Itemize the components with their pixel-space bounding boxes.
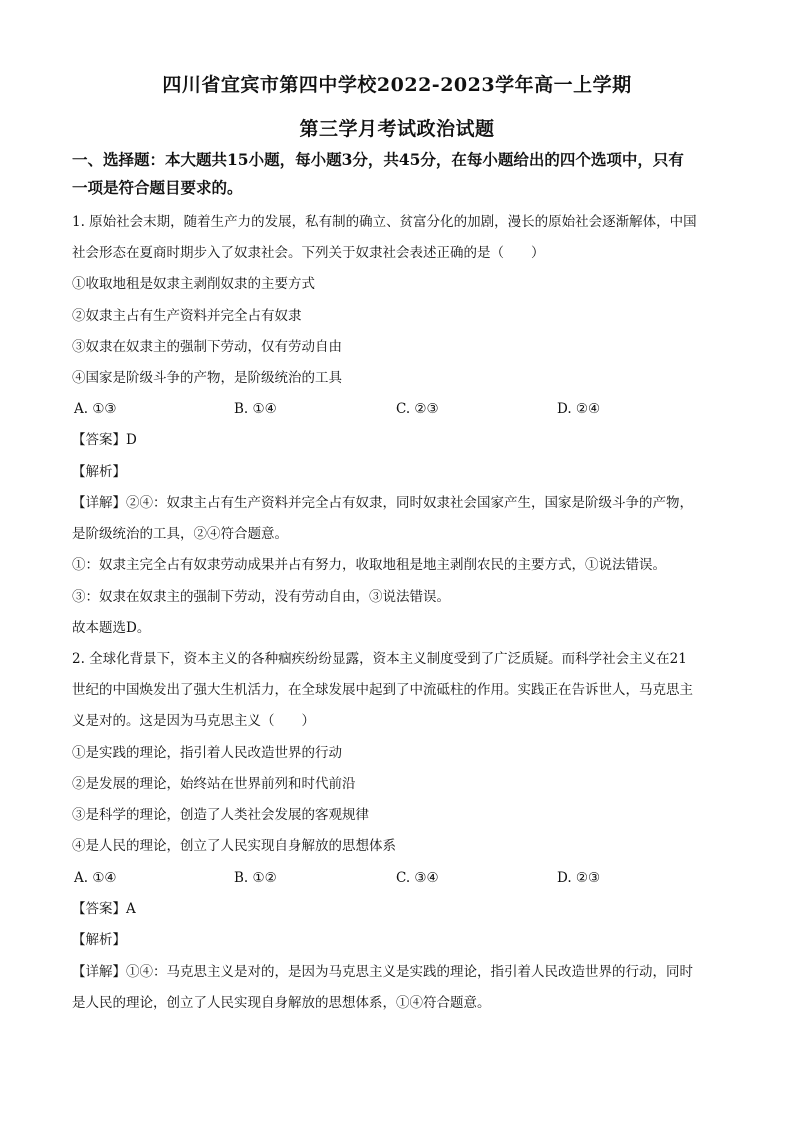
q1-detail-line2: 是阶级统治的工具，②④符合题意。 bbox=[72, 526, 288, 542]
q2-detail-line1: 【详解】①④：马克思主义是对的，是因为马克思主义是实践的理论，指引着人民改造世界的行动，同时 bbox=[72, 964, 693, 980]
q2-option-a: A. ①④ bbox=[74, 870, 117, 886]
q2-option-d: D. ②③ bbox=[557, 870, 601, 886]
q2-option-c: C. ③④ bbox=[396, 870, 439, 886]
q2-stem-line2: 世纪的中国焕发出了强大生机活力，在全球发展中起到了中流砥柱的作用。实践正在告诉世人，马克思主 bbox=[72, 682, 693, 698]
q2-analysis-label: 【解析】 bbox=[72, 932, 126, 948]
q1-conclusion: 故本题选D。 bbox=[72, 620, 151, 636]
q1-statement-4: ④国家是阶级斗争的产物，是阶级统治的工具 bbox=[72, 370, 342, 386]
q1-option-d: D. ②④ bbox=[557, 401, 601, 417]
q1-option-b: B. ①④ bbox=[234, 401, 277, 417]
q2-answer: 【答案】A bbox=[72, 901, 136, 917]
q1-option-c: C. ②③ bbox=[396, 401, 439, 417]
q1-statement-1: ①收取地租是奴隶主剥削奴隶的主要方式 bbox=[72, 276, 315, 292]
section-heading-line2: 一项是符合题目要求的。 bbox=[72, 178, 243, 197]
q1-statement-3: ③奴隶在奴隶主的强制下劳动，仅有劳动自由 bbox=[72, 339, 342, 355]
q1-detail-line3: ①：奴隶主完全占有奴隶劳动成果并占有努力，收取地租是地主剥削农民的主要方式，①说法错误。 bbox=[72, 557, 666, 573]
page-title: 四川省宜宾市第四中学校2022-2023学年高一上学期 bbox=[162, 74, 632, 96]
page-subtitle: 第三学月考试政治试题 bbox=[299, 118, 495, 140]
q2-detail-line2: 是人民的理论，创立了人民实现自身解放的思想体系，①④符合题意。 bbox=[72, 995, 491, 1011]
q1-detail-line4: ③：奴隶在奴隶主的强制下劳动，没有劳动自由，③说法错误。 bbox=[72, 589, 450, 605]
section-heading bbox=[72, 146, 732, 202]
q2-statement-1: ①是实践的理论，指引着人民改造世界的行动 bbox=[72, 745, 342, 761]
q2-stem-line3: 义是对的。这是因为马克思主义（ ） bbox=[72, 713, 315, 729]
q1-stem-line2: 社会形态在夏商时期步入了奴隶社会。下列关于奴隶社会表述正确的是（ ） bbox=[72, 245, 545, 261]
q1-detail-line1: 【详解】②④：奴隶主占有生产资料并完全占有奴隶，同时奴隶社会国家产生，国家是阶级斗争的产物， bbox=[72, 495, 693, 511]
q2-stem-line1: 2. 全球化背景下，资本主义的各种痼疾纷纷显露，资本主义制度受到了广泛质疑。而科学社会主义在21 bbox=[72, 651, 687, 667]
q2-statement-4: ④是人民的理论，创立了人民实现自身解放的思想体系 bbox=[72, 838, 396, 854]
q1-answer: 【答案】D bbox=[72, 432, 137, 448]
q1-stem-line1: 1. 原始社会末期，随着生产力的发展，私有制的确立、贫富分化的加剧，漫长的原始社会逐渐解体，中国 bbox=[72, 214, 697, 230]
section-heading-line1: 一、选择题：本大题共15小题，每小题3分，共45分，在每小题给出的四个选项中，只有 bbox=[72, 150, 684, 169]
q1-analysis-label: 【解析】 bbox=[72, 464, 126, 480]
q2-statement-2: ②是发展的理论，始终站在世界前列和时代前沿 bbox=[72, 776, 356, 792]
q2-statement-3: ③是科学的理论，创造了人类社会发展的客观规律 bbox=[72, 807, 369, 823]
q1-option-a: A. ①③ bbox=[74, 401, 117, 417]
q1-statement-2: ②奴隶主占有生产资料并完全占有奴隶 bbox=[72, 308, 302, 324]
q2-option-b: B. ①② bbox=[234, 870, 277, 886]
